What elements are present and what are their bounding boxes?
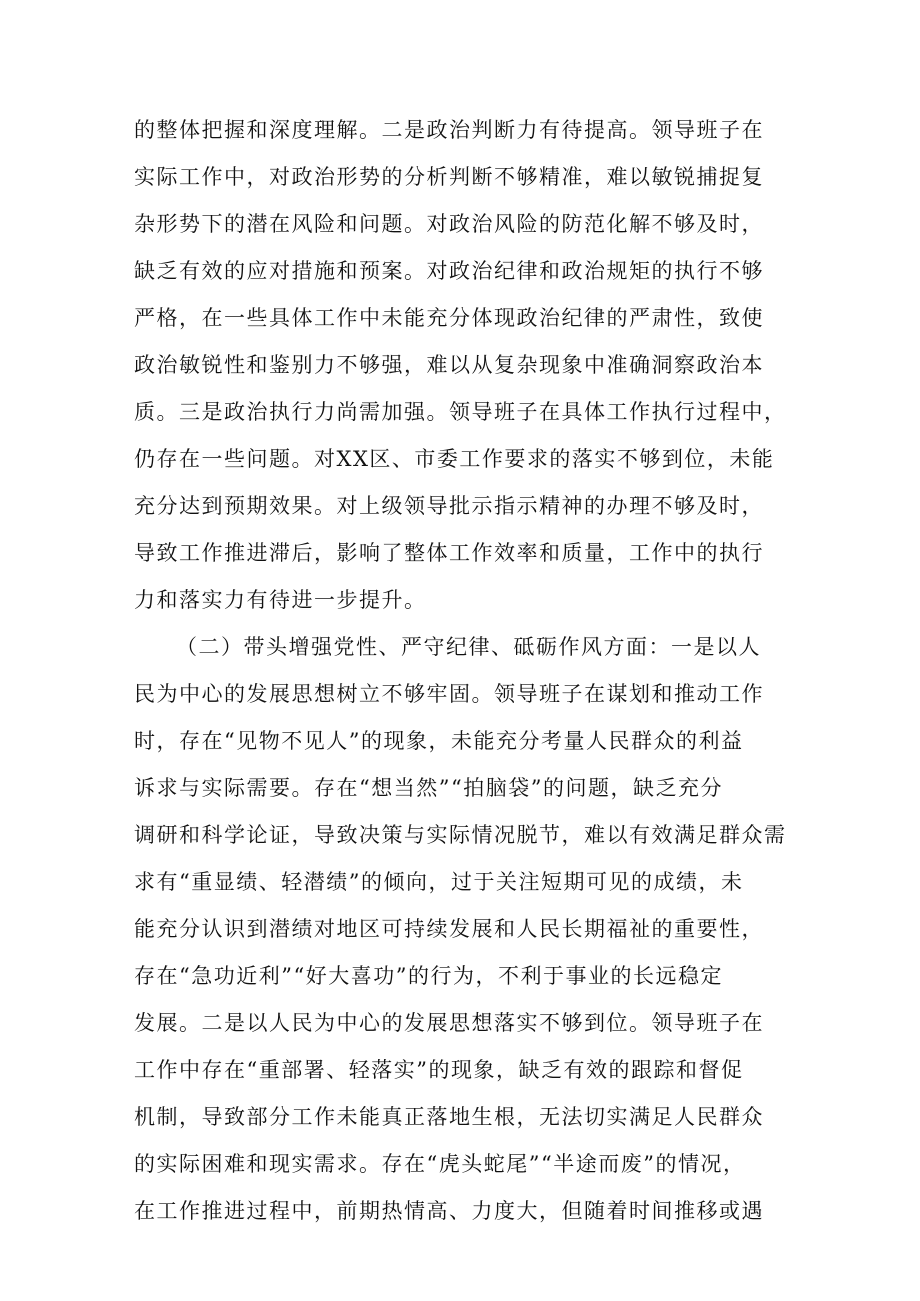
text-line: 政治敏锐性和鉴别力不够强，难以从复杂现象中准确洞察政治本 (134, 353, 764, 377)
text-line: 杂形势下的潜在风险和问题。对政治风险的防范化解不够及时， (134, 212, 764, 236)
text-line: 时，存在“见物不见人”的现象，未能充分考量人民群众的利益 (134, 729, 744, 753)
text-line: 充分达到预期效果。对上级领导批示指示精神的办理不够及时， (134, 494, 764, 518)
text-line: 能充分认识到潜绩对地区可持续发展和人民长期福祉的重要性， (134, 917, 764, 941)
text-line: 严格，在一些具体工作中未能充分体现政治纪律的严肃性，致使 (134, 306, 764, 330)
text-line: 民为中心的发展思想树立不够牢固。领导班子在谋划和推动工作 (134, 682, 764, 706)
text-line: 的整体把握和深度理解。二是政治判断力有待提高。领导班子在 (134, 118, 764, 142)
section-heading-line: （二）带头增强党性、严守纪律、砥砺作风方面：一是以人 (176, 635, 761, 659)
text-line: 导致工作推进滞后，影响了整体工作效率和质量，工作中的执行 (134, 541, 764, 565)
text-line: 机制，导致部分工作未能真正落地生根，无法切实满足人民群众 (134, 1105, 764, 1129)
text-line: 力和落实力有待进一步提升。 (134, 588, 427, 612)
text-line: 实际工作中，对政治形势的分析判断不够精准，难以敏锐捕捉复 (134, 165, 764, 189)
text-line: 求有“重显绩、轻潜绩”的倾向，过于关注短期可见的成绩，未 (134, 870, 744, 894)
text-line: 发展。二是以人民为中心的发展思想落实不够到位。领导班子在 (134, 1011, 764, 1035)
text-line: 仍存在一些问题。对XX区、市委工作要求的落实不够到位，未能 (134, 447, 775, 471)
text-line: 调研和科学论证，导致决策与实际情况脱节，难以有效满足群众需 (134, 823, 787, 847)
text-line: 缺乏有效的应对措施和预案。对政治纪律和政治规矩的执行不够 (134, 259, 764, 283)
text-line: 存在“急功近利”“好大喜功”的行为，不利于事业的长远稳定 (134, 964, 723, 988)
text-line: 诉求与实际需要。存在“想当然”“拍脑袋”的问题，缺乏充分 (134, 776, 723, 800)
text-line: 工作中存在“重部署、轻落实”的现象，缺乏有效的跟踪和督促 (134, 1058, 744, 1082)
text-line: 质。三是政治执行力尚需加强。领导班子在具体工作执行过程中， (134, 400, 787, 424)
text-line: 在工作推进过程中，前期热情高、力度大，但随着时间推移或遇 (134, 1199, 764, 1223)
text-line: 的实际困难和现实需求。存在“虎头蛇尾”“半途而废”的情况， (134, 1152, 746, 1176)
